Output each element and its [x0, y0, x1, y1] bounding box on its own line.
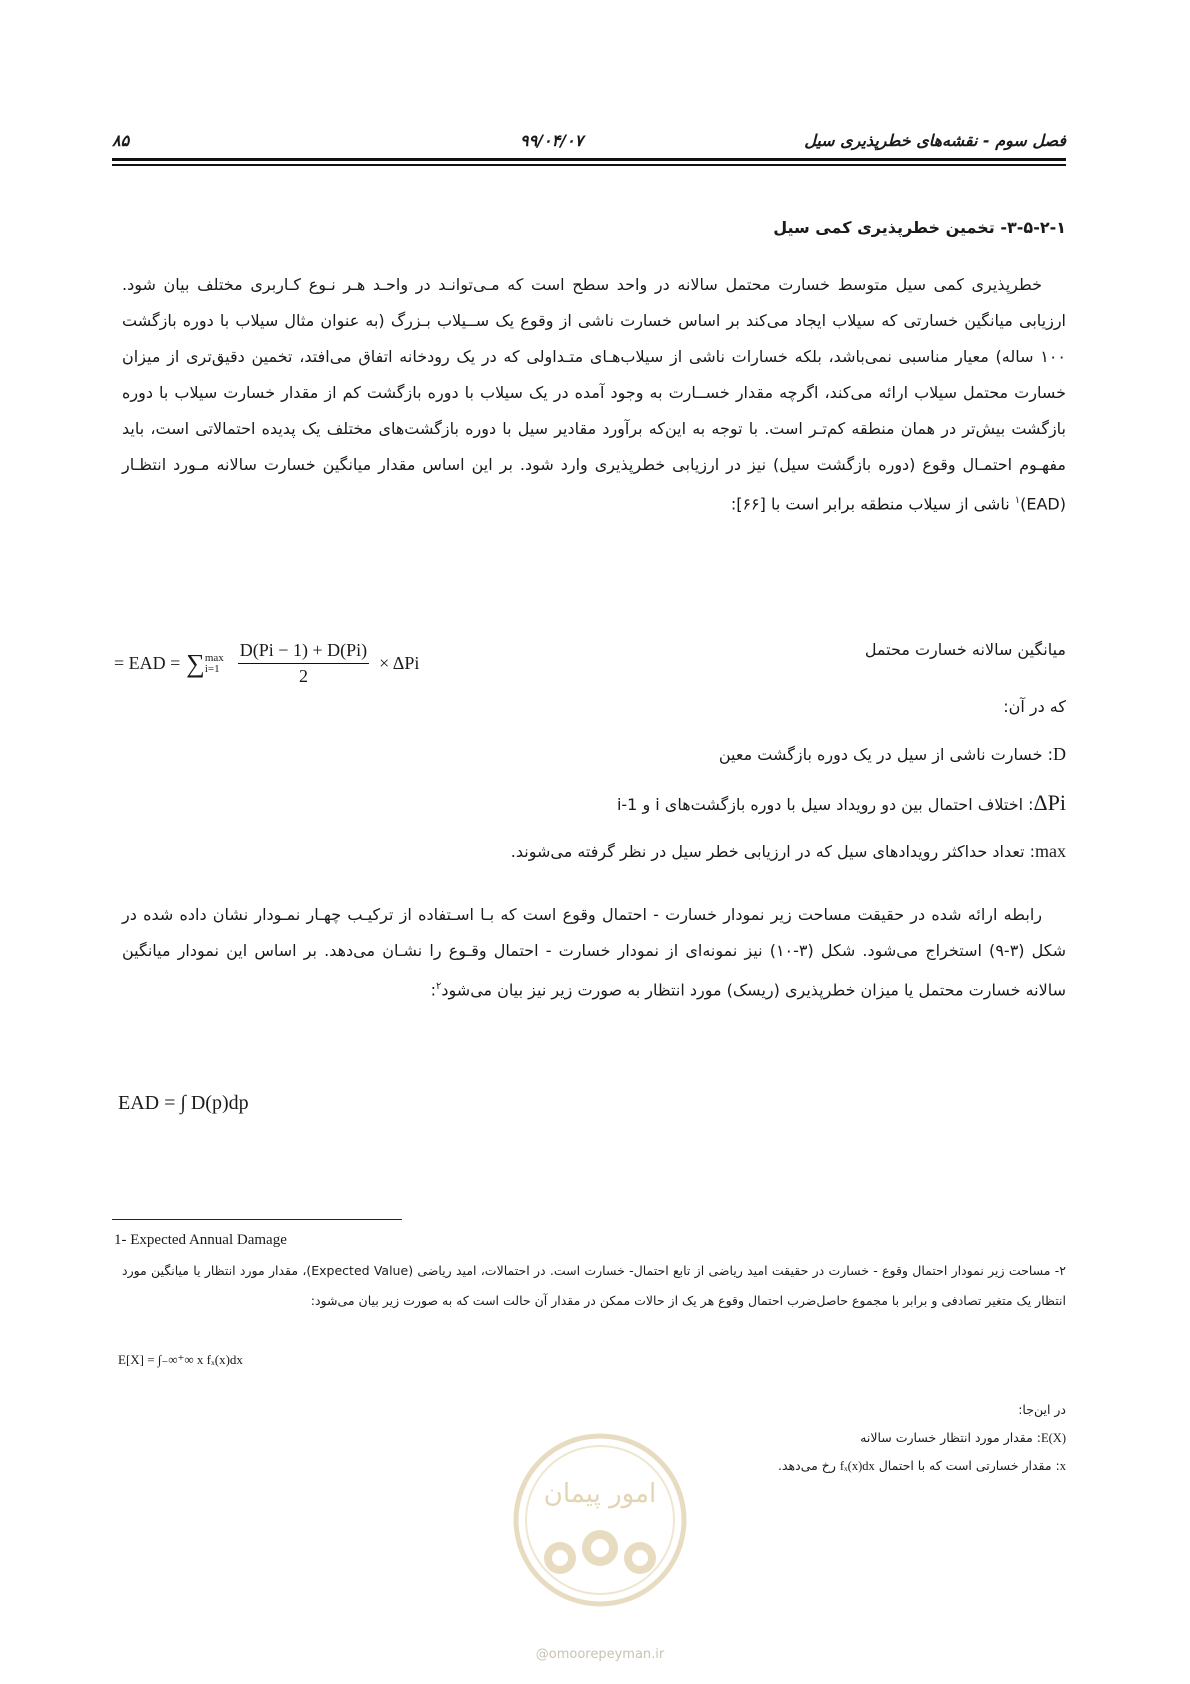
footnote-ex-symbol: E(X) — [1041, 1431, 1066, 1445]
definition-d-symbol: D — [1053, 744, 1066, 764]
paragraph-2 — [122, 897, 1066, 1008]
definition-max — [511, 841, 1066, 862]
watermark-url: @omoorepeyman.ir — [535, 1647, 665, 1662]
definition-max-text: : تعداد حداکثر رویدادهای سیل که در ارزیابی خطر سیل در نظر گرفته می‌شوند. — [510, 842, 1035, 861]
footnote-x-symbol: x — [1059, 1459, 1066, 1473]
formula-label: میانگین سالانه خسارت محتمل — [864, 640, 1066, 659]
formula-lhs: = EAD = — [114, 653, 181, 673]
footnote-x-text-before: : مقدار خسارتی است که با احتمال — [874, 1458, 1060, 1473]
footnote-x-prob: fₓ(x)dx — [839, 1459, 875, 1473]
sigma-glyph: ∑ — [186, 648, 205, 678]
footnote-2: ۲- مساحت زیر نمودار احتمال وقوع - خسارت در حقیقت امید ریاضی از تابع احتمال- خسارت است. در احتمالات، امید ریاضی (Expected Value)، مقدار مورد انتظار یا میانگین مورد انتظار یک متغیر تصادفی و برابر با مجموع حاصل‌ضرب احتمال وقوع هر یک از حالات ممکن در مقدار آن حالت است که به صورت زیر بیان می‌شود: — [122, 1263, 1066, 1308]
header-date: ۹۹/۰۴/۰۷ — [520, 131, 584, 150]
fraction-numerator: D(Pi − 1) + D(Pi) — [238, 640, 369, 664]
paragraph-1 — [122, 267, 1066, 522]
footnote-ref-1: ۱ — [1014, 495, 1021, 506]
footnote-rule — [112, 1219, 402, 1220]
fraction — [238, 640, 369, 687]
ead-abbrev: (EAD) — [1020, 494, 1066, 514]
definition-delta-pi-symbol: ΔPi — [1033, 790, 1066, 815]
definition-d-text: : خسارت ناشی از سیل در یک دوره بازگشت معین — [718, 745, 1053, 764]
definition-max-symbol: max — [1035, 841, 1066, 861]
footnote-ex — [860, 1430, 1066, 1446]
expected-value-formula: E[X] = ∫₋∞⁺∞ x fₓ(x)dx — [118, 1352, 243, 1367]
header-rule-thick — [112, 158, 1066, 161]
footnote-ex-text: : مقدار مورد انتظار خسارت سالانه — [860, 1430, 1041, 1445]
header-rule-thin — [112, 164, 1066, 166]
page-number: ۸۵ — [112, 131, 130, 150]
definition-delta-pi-text: : اختلاف احتمال بین دو رویداد سیل با دوره بازگشت‌های i و i-1 — [616, 795, 1034, 814]
lower-limit: i=1 — [204, 662, 220, 675]
chapter-title: فصل سوم - نقشه‌های خطرپذیری سیل — [804, 131, 1066, 150]
definitions-intro: که در آن: — [1003, 697, 1066, 716]
summation-symbol — [186, 649, 228, 679]
paragraph-1-end: ناشی از سیلاب منطقه برابر است با [۶۶]: — [730, 494, 1015, 514]
footnote-x-text-after: رخ می‌دهد. — [778, 1458, 840, 1473]
paragraph-2-end: : — [430, 980, 437, 1000]
definition-d — [719, 744, 1066, 765]
footnote-ref-2: ۲ — [436, 981, 442, 992]
section-title: ۳-۵-۲-۱- تخمین خطرپذیری کمی سیل — [773, 218, 1066, 237]
watermark-logo-text: امور پیمان — [543, 1479, 657, 1509]
watermark-logo — [510, 1430, 690, 1610]
footnote-x — [778, 1458, 1066, 1474]
ead-integral-formula: EAD = ∫ D(p)dp — [118, 1092, 249, 1114]
definition-delta-pi — [617, 790, 1066, 816]
summation-limits — [205, 653, 224, 675]
fraction-denominator: 2 — [298, 666, 308, 686]
upper-limit: max — [204, 651, 224, 664]
paragraph-1-text: خطرپذیری کمی سیل متوسط خسارت محتمل سالانه در واحد سطح است که مـی‌توانـد در واحـد هـر نـوع کـاربری مختلف بیان شود. ارزیابی میانگین خسارتی که سیلاب ایجاد می‌کند بر اساس خسارت ناشی از وقوع یک ســیلاب بـزرگ (به عنوان مثال سیلاب با دوره بازگشت ۱۰۰ ساله) معیار مناسبی نمی‌باشد، بلکه خسارات ناشی از سیلاب‌هـای متـداولی که در یک رودخانه اتفاق می‌افتد، تخمین دقیق‌تری از میزان خسارت محتمل سیلاب ارائه می‌کند، اگرچه مقدار خســارت به وجود آمده در یک سیلاب با دوره بازگشت کم از مقدار خسارت سیلاب با دوره بازگشت بیش‌تر در همان منطقه کم‌تـر است. با توجه به این‌که برآورد مقادیر سیل با دوره بازگشت‌های مختلف یک پدیده احتمالاتی است، باید مفهـوم احتمـال وقوع (دوره بازگشت سیل) نیز در ارزیابی خطرپذیری وارد شود. بر این اساس مقدار میانگین خسارت سالانه مـورد انتظـار — [122, 275, 1066, 474]
footnote-where: در این‌جا: — [1018, 1402, 1066, 1417]
formula-tail: × ΔPi — [379, 653, 420, 673]
paragraph-2-text: رابطه ارائه شده در حقیقت مساحت زیر نمودار خسارت - احتمال وقوع است که بـا اسـتفاده از ترکیـب چهـار نمـودار نشان داده شده در شکل (۳-۹) استخراج می‌شود. شکل (۳-۱۰) نیز نمونه‌ای از نمودار خسارت - احتمال وقـوع را نشـان می‌دهد. بر اساس این نمودار میانگین سالانه خسارت محتمل یا میزان خطرپذیری (ریسک) مورد انتظار به صورت زیر نیز بیان می‌شود — [122, 905, 1067, 1000]
footnote-1: 1- Expected Annual Damage — [114, 1232, 287, 1248]
ead-summation-formula — [114, 640, 419, 687]
